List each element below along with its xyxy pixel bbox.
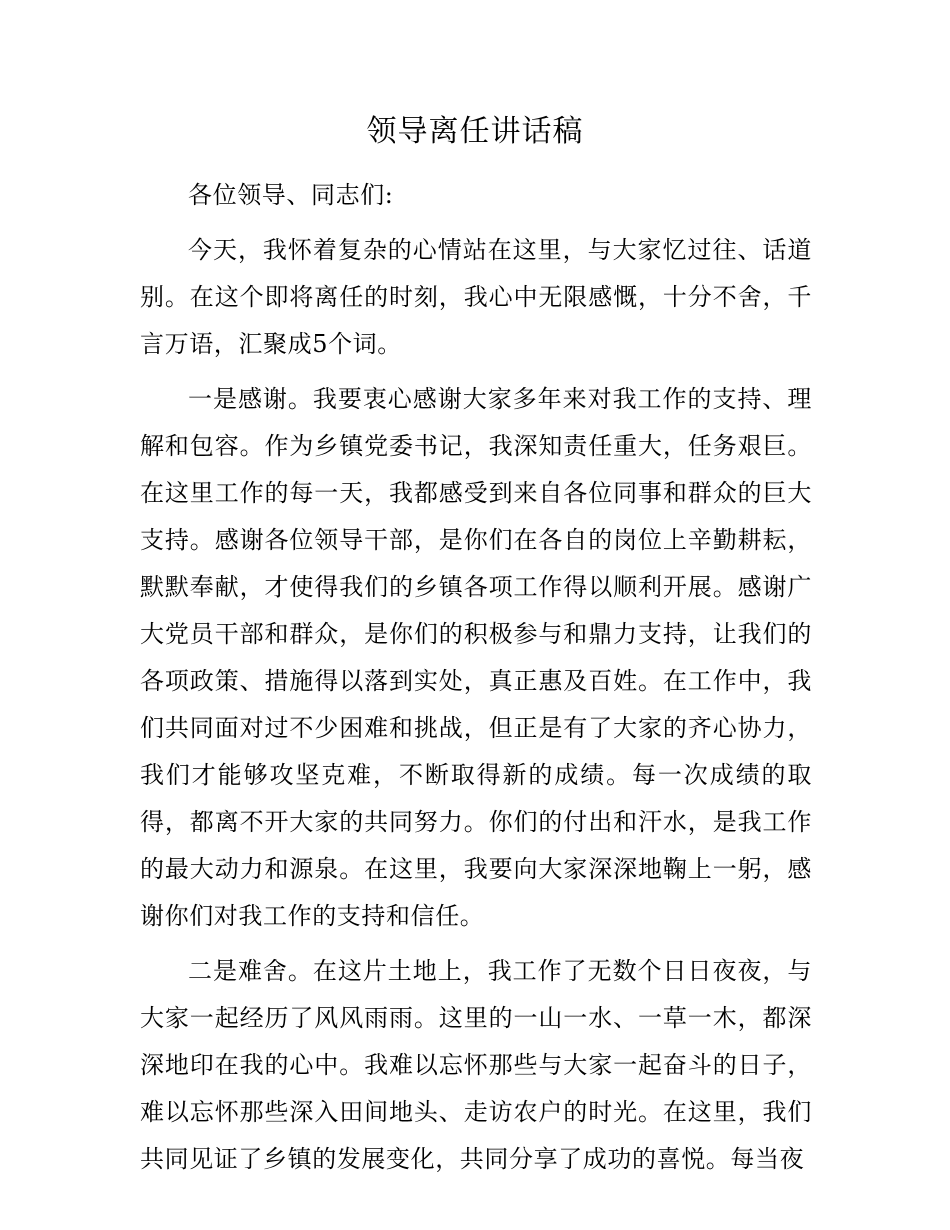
document-title: 领导离任讲话稿 [366,114,584,149]
paragraph-reluctance: 二是难舍。在这片土地上，我工作了无数个日日夜夜，与大家一起经历了风风雨雨。这里的一山一水、一草一木，都深深地印在我的心中。我难以忘怀那些与大家一起奋斗的日子，难以忘怀那些深入田间地头、走访农户的时光。在这里，我们共同见证了乡镇的发展变化，共同分享了成功的喜悦。每当夜 [140,957,812,1173]
paragraph-thanks: 一是感谢。我要衷心感谢大家多年来对我工作的支持、理解和包容。作为乡镇党委书记，我深知责任重大，任务艰巨。在这里工作的每一天，我都感受到来自各位同事和群众的巨大支持。感谢各位领导干部，是你们在各自的岗位上辛勤耕耘，默默奉献，才使得我们的乡镇各项工作得以顺利开展。感谢广大党员干部和群众，是你们的积极参与和鼎力支持，让我们的各项政策、措施得以落到实处，真正惠及百姓。在工作中，我们共同面对过不少困难和挑战，但正是有了大家的齐心协力，我们才能够攻坚克难，不断取得新的成绩。每一次成绩的取得，都离不开大家的共同努力。你们的付出和汗水，是我工作的最大动力和源泉。在这里，我要向大家深深地鞠上一躬，感谢你们对我工作的支持和信任。 [140,385,812,930]
paragraph-opening: 今天，我怀着复杂的心情站在这里，与大家忆过往、话道别。在这个即将离任的时刻，我心中无限感慨，十分不舍，千言万语，汇聚成5个词。 [140,236,812,358]
document-body [140,172,812,1183]
salutation: 各位领导、同志们: [188,181,394,209]
